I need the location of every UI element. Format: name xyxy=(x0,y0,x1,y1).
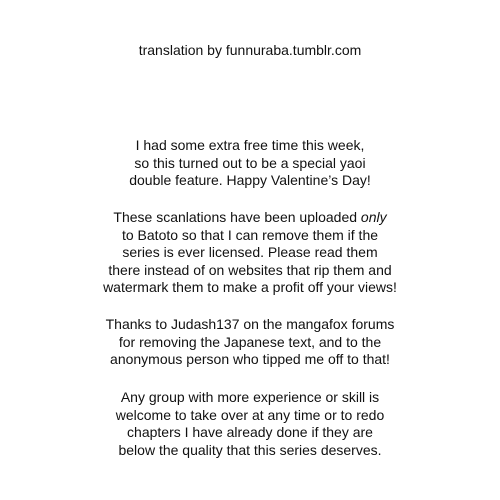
thanks-line: anonymous person who tipped me off to that! xyxy=(110,351,390,367)
scanlation-line: series is ever licensed. Please read them xyxy=(122,244,378,260)
intro-paragraph xyxy=(0,137,500,190)
offer-line: Any group with more experience or skill is xyxy=(120,389,380,405)
offer-paragraph xyxy=(0,389,500,459)
thanks-paragraph xyxy=(0,316,500,369)
intro-line: so this turned out to be a special yaoi xyxy=(134,154,366,171)
translator-credit xyxy=(0,42,500,60)
scanlation-line-first xyxy=(0,209,500,227)
thanks-line: for removing the Japanese text, and to the xyxy=(118,333,382,350)
intro-line: I had some extra free time this week, xyxy=(135,137,365,153)
emphasized-word: only xyxy=(360,209,387,225)
offer-line: below the quality that this series deserves. xyxy=(118,441,382,458)
intro-line: double feature. Happy Valentine’s Day! xyxy=(129,172,371,188)
credit-text: translation by funnuraba.tumblr.com xyxy=(138,42,362,58)
thanks-line: Thanks to Judash137 on the mangafox forums xyxy=(105,316,395,332)
scanlation-notice-paragraph xyxy=(0,209,500,297)
offer-line: chapters I have already done if they are xyxy=(127,424,373,440)
scanlation-line-start: These scanlations have been uploaded xyxy=(113,209,361,225)
offer-line: welcome to take over at any time or to redo xyxy=(115,406,385,423)
scanlation-line: to Batoto so that I can remove them if the xyxy=(121,226,379,243)
scanlation-line: there instead of on websites that rip them and xyxy=(108,261,392,278)
scanlation-line: watermark them to make a profit off your views! xyxy=(103,279,397,295)
